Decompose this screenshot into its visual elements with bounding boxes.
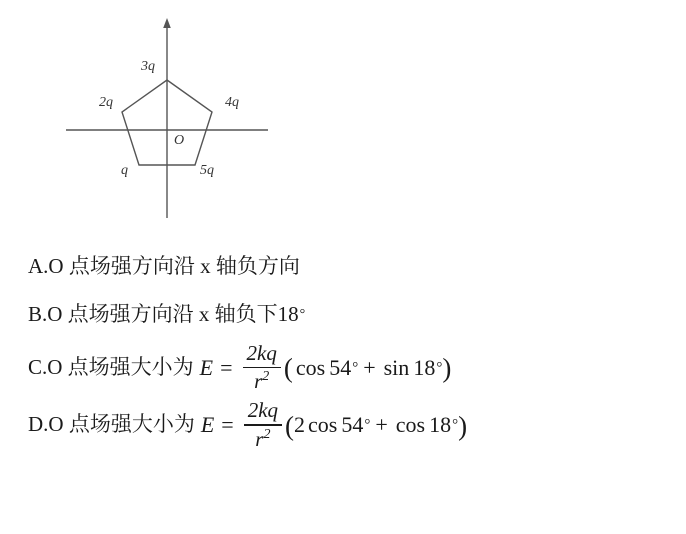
formula-c-fraction (243, 341, 281, 394)
formula-d-lhs: E (200, 412, 215, 438)
formula-d-operator: + (375, 412, 388, 438)
formula-c-den-exponent: 2 (262, 369, 270, 385)
formula-c-angle1: 54 (329, 354, 352, 380)
charge-label-q: q (121, 163, 128, 178)
formula-c-equals: = (220, 354, 233, 380)
formula-d-fn1: cos (308, 412, 338, 438)
formula-d-den-exponent: 2 (263, 426, 271, 442)
formula-c-open-paren: ( (283, 353, 293, 384)
y-axis-arrow (163, 18, 171, 28)
option-b-text: B.O 点场强方向沿 x 轴负下 (28, 302, 278, 327)
formula-c-close-paren: ) (442, 353, 452, 384)
charge-label-4q: 4q (225, 95, 239, 110)
option-d[interactable] (28, 398, 668, 451)
formula-c-operator: + (363, 354, 376, 380)
origin-label: O (174, 133, 185, 148)
formula-d-coefficient: 2 (294, 412, 306, 438)
options-list (28, 245, 668, 456)
formula-d-fn2: cos (395, 412, 426, 438)
option-b[interactable]: B.O 点场强方向沿 x 轴负下 18 ° (28, 293, 668, 337)
option-a-text: A.O 点场强方向沿 x 轴负方向 (28, 254, 300, 279)
formula-d-angle1: 54 (341, 412, 364, 438)
formula-d-fraction (244, 398, 282, 451)
formula-d-angle2: 18 (429, 412, 452, 438)
formula-d-den-base: r (255, 426, 264, 451)
pentagon-charge-figure (28, 8, 268, 228)
formula-c-den-base: r (254, 369, 263, 394)
option-d-text: D.O 点场强大小为 (28, 412, 195, 437)
formula-c-fn2: sin (383, 354, 410, 380)
figure-svg (28, 8, 268, 228)
formula-d-equals: = (221, 412, 234, 438)
formula-c-fn1: cos (295, 354, 326, 380)
formula-d-open-paren: ( (285, 410, 295, 441)
option-c[interactable] (28, 341, 668, 394)
charge-label-3q: 3q (141, 59, 155, 74)
option-b-angle: 18 (277, 302, 299, 327)
formula-d-denominator (251, 426, 274, 452)
option-d-formula: E = $\frac{2kq}{r^2}$ ( 2 cos 54 ° + cos 18 ° ) (200, 398, 468, 451)
formula-c-angle2: 18 (413, 354, 436, 380)
formula-c-denominator (250, 368, 273, 394)
option-c-text: C.O 点场强大小为 (28, 354, 194, 379)
option-c-formula: E = $\frac{2kq}{r^2}$ ( cos 54 ° + sin 18 ° ) (199, 341, 452, 394)
charge-label-2q: 2q (99, 95, 113, 110)
charge-label-5q: 5q (200, 163, 214, 178)
formula-c-lhs: E (199, 354, 214, 380)
formula-d-numerator: 2kq (247, 398, 279, 423)
option-a[interactable] (28, 245, 668, 289)
formula-d-close-paren: ) (458, 410, 468, 441)
formula-c-numerator: 2kq (246, 341, 277, 365)
